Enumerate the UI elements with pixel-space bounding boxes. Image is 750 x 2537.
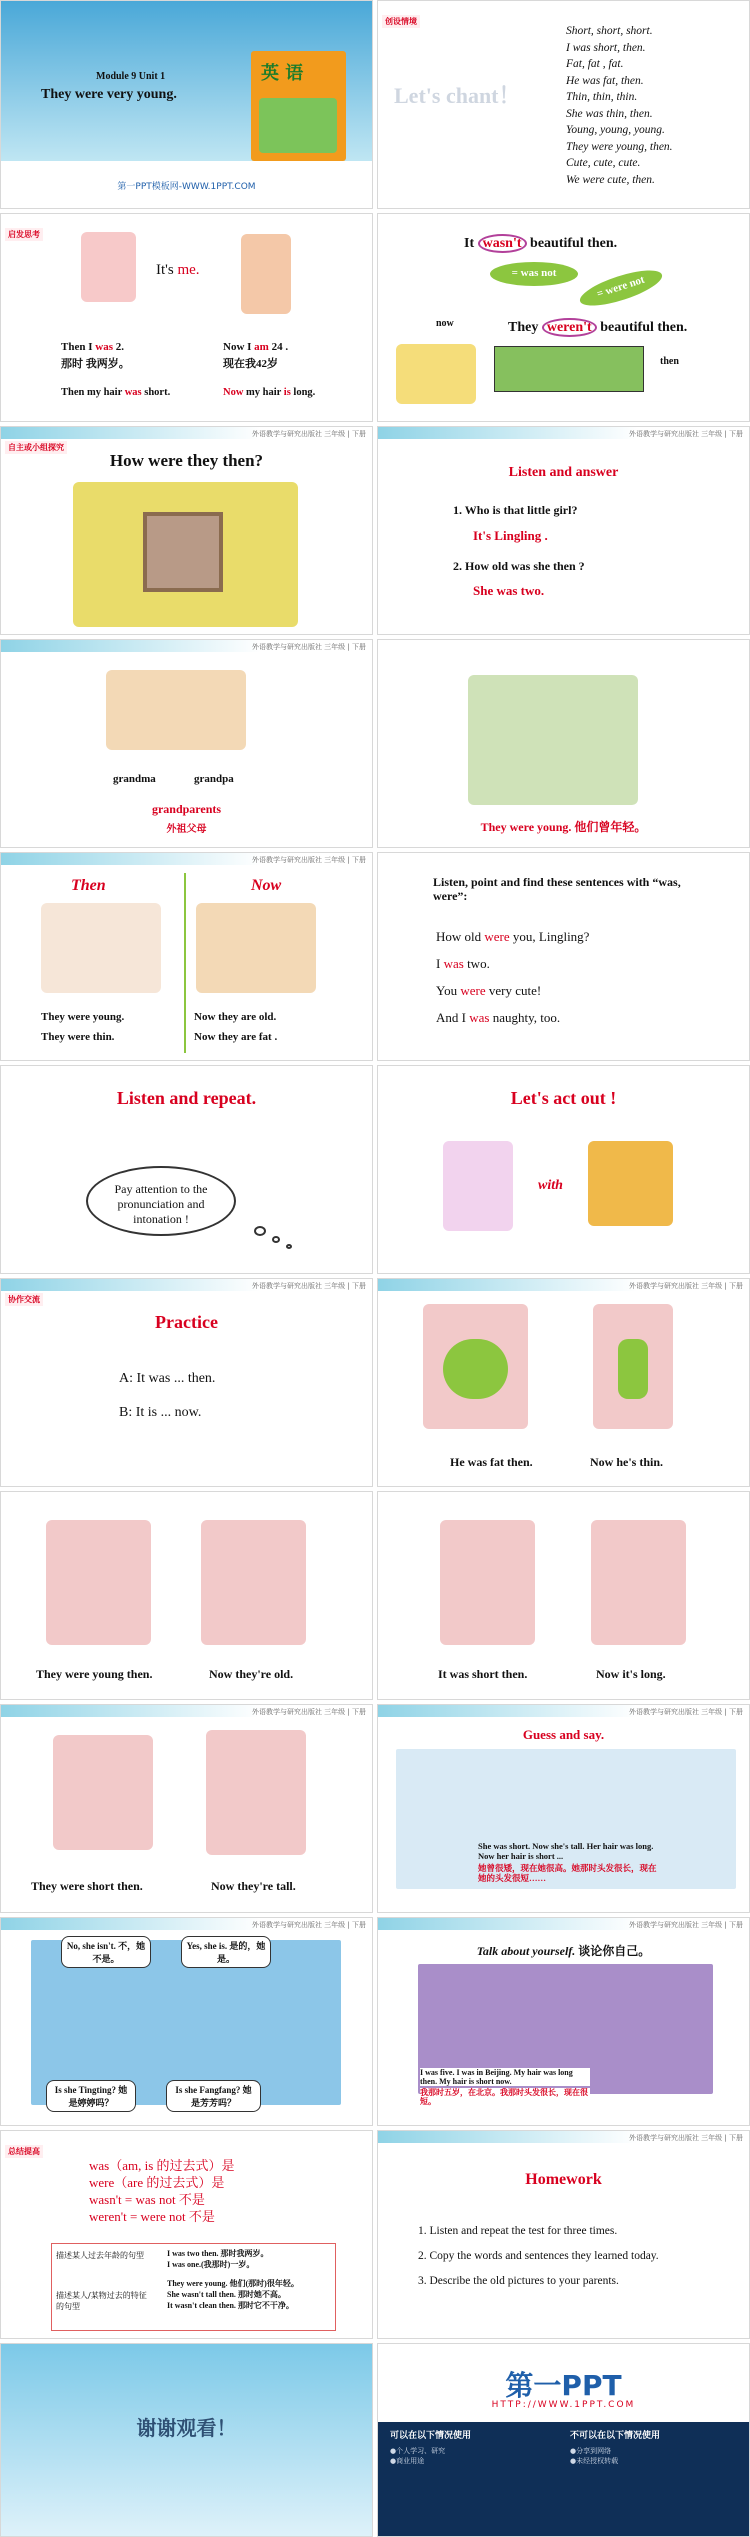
slide-title: Listen and repeat. bbox=[116, 1088, 257, 1108]
homework-item: 2. Copy the words and sentences they learned today. bbox=[418, 2250, 659, 2262]
right-caption: Now he's thin. bbox=[590, 1455, 664, 1469]
speech-bubble-1: No, she isn't. 不，她不是。 bbox=[61, 1936, 151, 1968]
right-caption: Now they're old. bbox=[209, 1667, 294, 1681]
slide-9[interactable] bbox=[0, 852, 373, 1061]
left-caption: He was fat then. bbox=[450, 1455, 533, 1469]
caterpillar-picture bbox=[494, 346, 644, 392]
fat-man-body bbox=[443, 1339, 508, 1399]
section-tag: 协作交流 bbox=[5, 1293, 43, 1306]
slide-5[interactable] bbox=[0, 426, 373, 635]
then-line-1: They were young. bbox=[41, 1011, 125, 1023]
box2-label: 描述某人/某物过去的特征的句型 bbox=[56, 2291, 147, 2311]
header-text: 外语教学与研究出版社 三年级 | 下册 bbox=[251, 430, 366, 438]
divider bbox=[184, 873, 186, 1053]
chant-line: He was fat, then. bbox=[566, 74, 644, 87]
slide-2[interactable] bbox=[377, 0, 750, 209]
fat-man-picture bbox=[423, 1304, 528, 1429]
slide-12[interactable] bbox=[377, 1065, 750, 1274]
english-caption: I was five. I was in Beijing. My hair was long then. My hair is short now. bbox=[420, 2068, 590, 2086]
chant-line: Short, short, short. bbox=[566, 25, 653, 37]
sentence-list bbox=[436, 923, 589, 1031]
chant-line: Young, young, young. bbox=[566, 124, 665, 136]
family-room-picture bbox=[73, 482, 298, 627]
slide-24[interactable] bbox=[377, 2343, 750, 2537]
answer-2: She was two. bbox=[473, 583, 545, 598]
practice-a: A: It was ... then. bbox=[119, 1371, 216, 1386]
homework-list bbox=[418, 2219, 659, 2294]
question-2: 2. How old was she then ? bbox=[453, 559, 585, 573]
slide-21[interactable] bbox=[0, 2130, 373, 2339]
slide-title: Talk about yourself. 谈论你自己。 bbox=[476, 1944, 651, 1958]
chant-line: She was thin, then. bbox=[566, 107, 653, 120]
sentence-line: And I was naughty, too. bbox=[436, 1010, 561, 1025]
now-line-2: Now they are fat . bbox=[194, 1031, 278, 1043]
its-me-text: It's bbox=[156, 262, 178, 278]
long-snake-picture bbox=[591, 1520, 686, 1645]
license-panel bbox=[378, 2422, 750, 2537]
chant-line: Cute, cute, cute. bbox=[566, 157, 641, 169]
slide-17[interactable] bbox=[0, 1704, 373, 1913]
grandparents-cn: 外祖父母 bbox=[166, 824, 207, 835]
grandparents-label: grandparents bbox=[151, 802, 222, 816]
brand-logo: 第一PPT bbox=[505, 2369, 622, 2402]
now-age: Now I am 24 . bbox=[223, 341, 289, 353]
slide-16[interactable] bbox=[377, 1491, 750, 1700]
slide-title: Practice bbox=[155, 1312, 218, 1332]
sentence-2: They weren't beautiful then. bbox=[508, 320, 688, 335]
wedding-picture bbox=[41, 903, 161, 993]
sentence-line: How old were you, Lingling? bbox=[436, 929, 590, 944]
slide-8[interactable] bbox=[377, 639, 750, 848]
hair-then: Then my hair was short. bbox=[61, 387, 171, 398]
chant-line: I was short, then. bbox=[566, 41, 646, 54]
cannot-use-list: ●分享到网络 ●未经授权转载 bbox=[570, 2447, 619, 2465]
speech-bubble-2: Yes, she is. 是的，她是。 bbox=[181, 1936, 271, 1968]
book-title: 英 语 bbox=[261, 63, 304, 84]
chinese-caption: 她曾很矮，现在她很高。她那时头发很长，现在她的头发很短…… bbox=[478, 1863, 657, 1883]
short-kids-picture bbox=[53, 1735, 153, 1850]
now-age-cn: 现在我42岁 bbox=[223, 358, 278, 370]
slide-11[interactable] bbox=[0, 1065, 373, 1274]
lesson-title: They were very young. bbox=[41, 87, 177, 102]
can-use-list: ●个人学习、研究 ●商业用途 bbox=[390, 2447, 446, 2465]
section-tag: 创设情境 bbox=[382, 15, 420, 28]
slide-23[interactable] bbox=[0, 2343, 373, 2537]
hair-now: Now my hair is long. bbox=[223, 387, 316, 398]
slide-title: Let's act out ! bbox=[510, 1088, 617, 1108]
header-text: 外语教学与研究出版社 三年级 | 下册 bbox=[628, 1282, 743, 1290]
grandma-label: grandma bbox=[113, 773, 156, 785]
slide-1[interactable] bbox=[0, 0, 373, 209]
wasnt-highlight: wasn't bbox=[478, 234, 527, 253]
slide-20[interactable] bbox=[377, 1917, 750, 2126]
chinese-caption: 我那时五岁，在北京。我那时头发很长，现在很短。 bbox=[420, 2088, 588, 2106]
slide-19[interactable] bbox=[0, 1917, 373, 2126]
young-couple-picture bbox=[46, 1520, 151, 1645]
homework-item: 3. Describe the old pictures to your parents. bbox=[418, 2275, 619, 2287]
slide-title: Guess and say. bbox=[522, 1727, 605, 1742]
thin-man-body bbox=[618, 1339, 648, 1399]
slide-15[interactable] bbox=[0, 1491, 373, 1700]
was-not-bubble: = was not bbox=[490, 262, 578, 286]
thin-man-picture bbox=[593, 1304, 673, 1429]
grandparents-now-picture bbox=[196, 903, 316, 993]
slide-caption: They were young. 他们曾年轻。 bbox=[480, 820, 647, 834]
unit-label: Module 9 Unit 1 bbox=[96, 71, 166, 82]
now-heading: Now bbox=[251, 877, 282, 894]
grandpa-label: grandpa bbox=[194, 773, 234, 785]
cannot-use-heading: 不可以在以下情况使用 bbox=[570, 2431, 661, 2441]
summary-box bbox=[51, 2243, 336, 2331]
with-label: with bbox=[538, 1178, 563, 1193]
chant-lines bbox=[566, 23, 673, 188]
now-label: now bbox=[436, 318, 454, 329]
question-1: 1. Who is that little girl? bbox=[453, 503, 578, 517]
then-line-2: They were thin. bbox=[41, 1031, 115, 1043]
its-me bbox=[156, 262, 200, 279]
header-text: 外语教学与研究出版社 三年级 | 下册 bbox=[628, 2134, 743, 2142]
slide-title: How were they then? bbox=[109, 451, 264, 470]
grammar-list bbox=[89, 2157, 235, 2225]
thought-bubble: Pay attention to the pronunciation and intonation ! bbox=[86, 1166, 236, 1236]
slide-10[interactable] bbox=[377, 852, 750, 1061]
bubble-dot-3 bbox=[286, 1244, 292, 1249]
header-text: 外语教学与研究出版社 三年级 | 下册 bbox=[628, 1708, 743, 1716]
header-text: 外语教学与研究出版社 三年级 | 下册 bbox=[251, 643, 366, 651]
chant-title: Let's chant！ bbox=[394, 83, 521, 108]
header-text: 外语教学与研究出版社 三年级 | 下册 bbox=[251, 1708, 366, 1716]
slide-4[interactable] bbox=[377, 213, 750, 422]
left-caption: It was short then. bbox=[438, 1667, 528, 1681]
sentence-1: It wasn't beautiful then. bbox=[464, 236, 618, 251]
old-couple-picture bbox=[468, 675, 638, 805]
footer-text: 第一PPT模板网-WWW.1PPT.COM bbox=[117, 182, 256, 192]
header-text: 外语教学与研究出版社 三年级 | 下册 bbox=[251, 1921, 366, 1929]
bubble-dot-2 bbox=[272, 1236, 280, 1243]
slide-6[interactable] bbox=[377, 426, 750, 635]
grammar-line-4: weren't = were not 不是 bbox=[89, 2209, 215, 2224]
bubble-dot-1 bbox=[254, 1226, 266, 1236]
speech-bubble-3: Is she Tingting? 她是婷婷吗？ bbox=[46, 2080, 136, 2112]
woman-figure bbox=[241, 234, 291, 314]
grandparents-picture bbox=[106, 670, 246, 750]
chant-line: We were cute, then. bbox=[566, 173, 655, 186]
slide-18[interactable] bbox=[377, 1704, 750, 1913]
right-caption: Now it's long. bbox=[596, 1667, 666, 1681]
were-not-bubble: = were not bbox=[576, 263, 665, 312]
slide-title: Homework bbox=[525, 2171, 602, 2188]
english-caption: She was short. Now she's tall. Her hair was long. Now her hair is short ... bbox=[478, 1841, 654, 1861]
practice-b: B: It is ... now. bbox=[119, 1405, 202, 1420]
short-snake-picture bbox=[440, 1520, 535, 1645]
header-text: 外语教学与研究出版社 三年级 | 下册 bbox=[251, 856, 366, 864]
old-couple-picture bbox=[201, 1520, 306, 1645]
brand-url: HTTP://WWW.1PPT.COM bbox=[491, 2400, 636, 2410]
now-line-1: Now they are old. bbox=[194, 1011, 277, 1023]
header-text: 外语教学与研究出版社 三年级 | 下册 bbox=[628, 1921, 743, 1929]
slide-title: Listen, point and find these sentences with “was, were”: bbox=[433, 875, 681, 903]
slide-22[interactable] bbox=[377, 2130, 750, 2339]
then-age-cn: 那时 我两岁。 bbox=[61, 358, 130, 370]
section-tag: 自主或小组探究 bbox=[5, 441, 67, 454]
baby-photo bbox=[81, 232, 136, 302]
girl-reading-picture bbox=[588, 1141, 673, 1226]
sentence-line: You were very cute! bbox=[436, 983, 542, 998]
textbook-cover bbox=[251, 51, 346, 161]
then-age: Then I was 2. bbox=[61, 341, 124, 353]
werent-highlight: weren't bbox=[542, 318, 597, 337]
slide-13[interactable] bbox=[0, 1278, 373, 1487]
chant-line: They were young, then. bbox=[566, 140, 673, 153]
slide-14[interactable] bbox=[377, 1278, 750, 1487]
grammar-line-1: was（am, is 的过去式）是 bbox=[89, 2158, 235, 2173]
right-caption: Now they're tall. bbox=[211, 1879, 296, 1893]
picture-frame bbox=[143, 512, 223, 592]
slide-title: Listen and answer bbox=[508, 465, 619, 480]
section-tag: 总结提高 bbox=[5, 2145, 43, 2158]
slide-3[interactable] bbox=[0, 213, 373, 422]
slide-7[interactable] bbox=[0, 639, 373, 848]
left-caption: They were young then. bbox=[36, 1667, 153, 1681]
girl-dancing-picture bbox=[443, 1141, 513, 1231]
header-text: 外语教学与研究出版社 三年级 | 下册 bbox=[251, 1282, 366, 1290]
grammar-line-2: were（are 的过去式）是 bbox=[89, 2175, 225, 2190]
speech-bubble-4: Is she Fangfang? 她是芳芳吗？ bbox=[166, 2080, 261, 2112]
box2-examples: They were young. 他们(那时)很年轻。 She wasn't tall then. 那时她不高。 It wasn't clean then. 那时它不干净。 bbox=[167, 2279, 299, 2310]
grammar-line-3: wasn't = was not 不是 bbox=[89, 2192, 205, 2207]
section-tag: 启发思考 bbox=[5, 228, 43, 241]
tall-kids-picture bbox=[206, 1730, 306, 1855]
box1-label: 描述某人过去年龄的句型 bbox=[56, 2251, 144, 2260]
box1-examples: I was two then. 那时我两岁。 I was one.(我那时)一岁。 bbox=[167, 2249, 269, 2269]
butterfly-picture bbox=[396, 344, 476, 404]
can-use-heading: 可以在以下情况使用 bbox=[390, 2431, 472, 2441]
its-me-highlight: me. bbox=[177, 262, 200, 278]
then-heading: Then bbox=[71, 877, 106, 894]
left-caption: They were short then. bbox=[31, 1879, 143, 1893]
book-illustration bbox=[259, 98, 337, 153]
chant-line: Thin, thin, thin. bbox=[566, 91, 638, 103]
header-text: 外语教学与研究出版社 三年级 | 下册 bbox=[628, 430, 743, 438]
answer-1: It's Lingling . bbox=[473, 528, 548, 543]
then-label: then bbox=[660, 356, 679, 367]
sentence-line: I was two. bbox=[436, 956, 490, 971]
chant-line: Fat, fat , fat. bbox=[566, 58, 624, 70]
homework-item: 1. Listen and repeat the test for three times. bbox=[418, 2225, 618, 2237]
thanks-text: 谢谢观看！ bbox=[136, 2416, 237, 2440]
